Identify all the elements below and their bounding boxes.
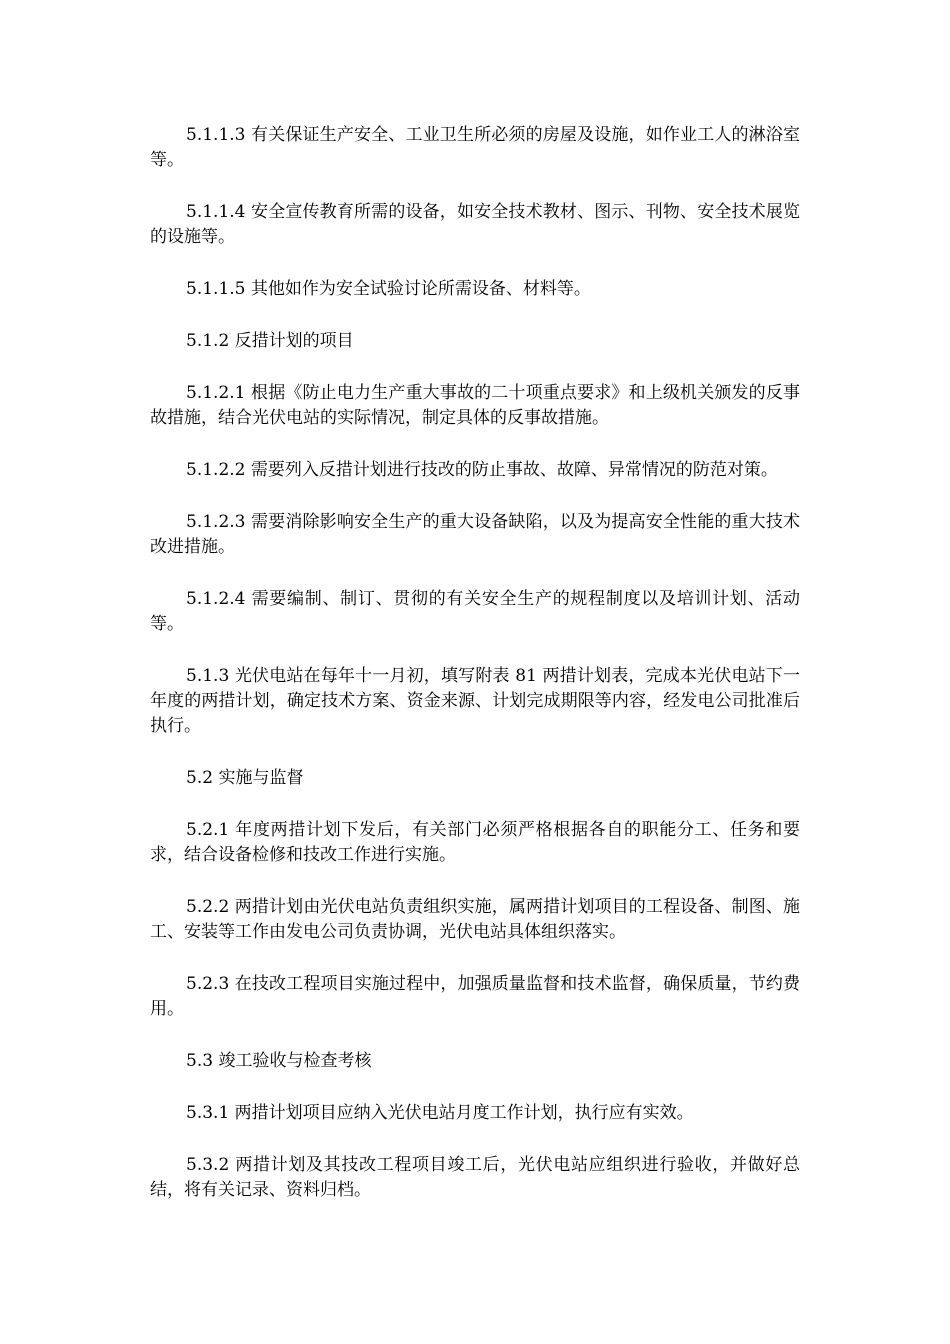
paragraph-5-3-2: 5.3.2 两措计划及其技改工程项目竣工后，光伏电站应组织进行验收，并做好总结，将有关记录、资料归档。 <box>150 1155 800 1200</box>
section-heading-5-3: 5.3 竣工验收与检查考核 <box>186 1051 372 1071</box>
section-heading-5-2: 5.2 实施与监督 <box>186 768 304 788</box>
paragraph-5-1-2-4: 5.1.2.4 需要编制、制订、贯彻的有关安全生产的规程制度以及培训计划、活动等。 <box>150 589 800 634</box>
paragraph-5-1-2-3: 5.1.2.3 需要消除影响安全生产的重大设备缺陷，以及为提高安全性能的重大技术改进措施。 <box>150 512 800 557</box>
paragraph-5-3-1: 5.3.1 两措计划项目应纳入光伏电站月度工作计划，执行应有实效。 <box>186 1103 694 1123</box>
paragraph-5-2-3: 5.2.3 在技改工程项目实施过程中，加强质量监督和技术监督，确保质量，节约费用。 <box>150 974 800 1019</box>
paragraph-5-1-2-1: 5.1.2.1 根据《防止电力生产重大事故的二十项重点要求》和上级机关颁发的反事故措施，结合光伏电站的实际情况，制定具体的反事故措施。 <box>150 383 800 428</box>
section-heading-5-1-2: 5.1.2 反措计划的项目 <box>186 331 354 351</box>
paragraph-5-2-1: 5.2.1 年度两措计划下发后，有关部门必须严格根据各自的职能分工、任务和要求，结合设备检修和技改工作进行实施。 <box>150 820 800 865</box>
paragraph-5-2-2: 5.2.2 两措计划由光伏电站负责组织实施，属两措计划项目的工程设备、制图、施工、安装等工作由发电公司负责协调，光伏电站具体组织落实。 <box>150 897 800 942</box>
paragraph-5-1-2-2: 5.1.2.2 需要列入反措计划进行技改的防止事故、故障、异常情况的防范对策。 <box>186 460 778 480</box>
document-body <box>150 123 800 1230</box>
paragraph-5-1-1-5: 5.1.1.5 其他如作为安全试验讨论所需设备、材料等。 <box>186 279 591 299</box>
paragraph-5-1-1-4: 5.1.1.4 安全宣传教育所需的设备，如安全技术教材、图示、刊物、安全技术展览的设施等。 <box>150 202 800 247</box>
paragraph-5-1-1-3: 5.1.1.3 有关保证生产安全、工业卫生所必须的房屋及设施，如作业工人的淋浴室等。 <box>150 125 800 170</box>
paragraph-5-1-3: 5.1.3 光伏电站在每年十一月初，填写附表 81 两措计划表，完成本光伏电站下一年度的两措计划，确定技术方案、资金来源、计划完成期限等内容，经发电公司批准后执行。 <box>150 666 800 736</box>
